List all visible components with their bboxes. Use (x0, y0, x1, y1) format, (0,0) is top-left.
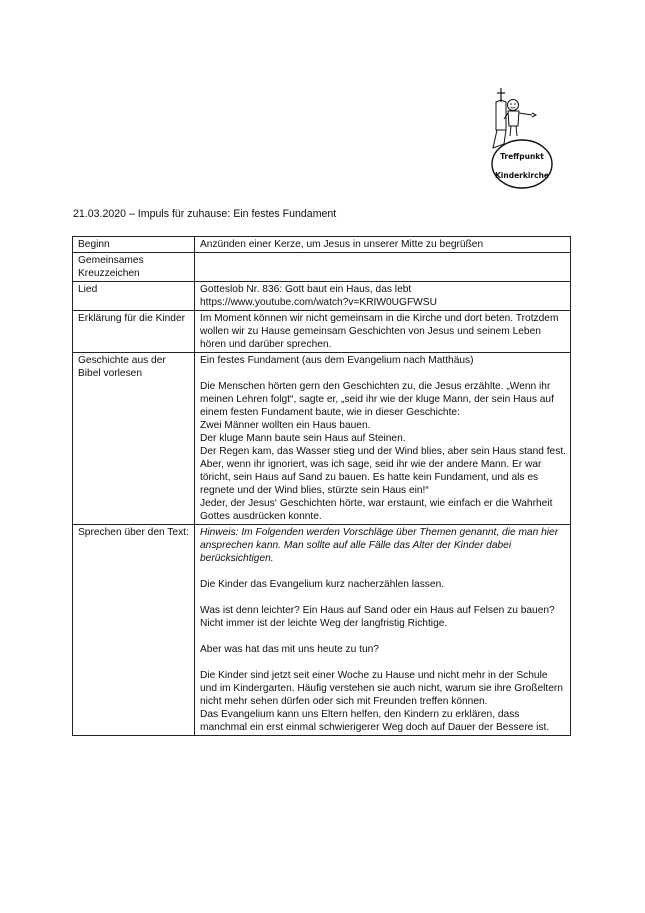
document-title: 21.03.2020 – Impuls für zuhause: Ein festes Fundament (73, 208, 337, 220)
table-row (73, 253, 571, 282)
table-row (73, 525, 571, 736)
row-label: Erklärung für die Kinder (73, 311, 195, 353)
paragraph: Die Menschen hörten gern den Geschichten zu, die Jesus erzählte. „Wenn ihr meinen Lehren folgt“, sagte er, „seid ihr wie der kluge Mann, der sein Haus auf einem festen Fundament baute, wie in dieser Geschichte: Zwei Männer wollten ein Haus bauen. Der kluge Mann baute sein Haus auf Steinen. Der Regen kam, das Wasser stieg und der Wind blies, aber sein Haus stand fest. Aber, wenn ihr ignoriert, was ich sage, seid ihr wie der andere Mann. Er war töricht, sein Haus auf Sand zu bauen. Es hatte kein Fundament, und als es regnete und der Wind blies, stürzte sein Haus ein!“ Jeder, der Jesus‘ Geschichten hörte, war erstaunt, wie einfach er die Wahrheit Gottes ausdrücken konnte. (200, 381, 566, 522)
treffpunkt-kinderkirche-logo (488, 86, 558, 196)
row-label: Geschichte aus der Bibel vorlesen (73, 353, 195, 525)
table-row (73, 353, 571, 525)
paragraph: Ein festes Fundament (aus dem Evangelium nach Matthäus) (200, 355, 474, 366)
row-content (195, 353, 571, 525)
hint-note: Hinweis: Im Folgenden werden Vorschläge über Themen genannt, die man hier ansprechen kann. Man sollte auf alle Fälle das Alter der Kinder dabei berücksichtigen. (200, 527, 559, 564)
row-label: Gemeinsames Kreuzzeichen (73, 253, 195, 282)
schedule-table (72, 236, 571, 736)
logo-text-line2: Kinderkirche (494, 171, 550, 180)
logo-text-line1: Treffpunkt (500, 152, 544, 161)
paragraph: Anzünden einer Kerze, um Jesus in unserer Mitte zu begrüßen (200, 239, 484, 250)
paragraph: Im Moment können wir nicht gemeinsam in die Kirche und dort beten. Trotzdem wollen wir zu Hause gemeinsam Geschichten von Jesus und seinem Leben hören und darüber sprechen. (200, 313, 559, 350)
row-label: Beginn (73, 237, 195, 253)
paragraph: Gotteslob Nr. 836: Gott baut ein Haus, das lebt https://www.youtube.com/watch?v=KRIW0UGFWSU (200, 284, 437, 308)
row-content (195, 525, 571, 736)
paragraph: Aber was hat das mit uns heute zu tun? (200, 644, 379, 655)
paragraph-gap (200, 591, 566, 604)
row-content (195, 282, 571, 311)
paragraph-gap (200, 630, 566, 643)
row-content (195, 311, 571, 353)
paragraph: Die Kinder das Evangelium kurz nacherzählen lassen. (200, 579, 445, 590)
schedule-table-body (73, 237, 571, 736)
row-content (195, 237, 571, 253)
row-content (195, 253, 571, 282)
row-label: Lied (73, 282, 195, 311)
table-row (73, 311, 571, 353)
paragraph-gap (200, 565, 566, 578)
row-label: Sprechen über den Text: (73, 525, 195, 736)
paragraph: Was ist denn leichter? Ein Haus auf Sand oder ein Haus auf Felsen zu bauen? Nicht immer ist der leichte Weg der langfristig Richtige. (200, 605, 555, 629)
table-row (73, 237, 571, 253)
paragraph (200, 254, 566, 267)
table-row (73, 282, 571, 311)
paragraph: Die Kinder sind jetzt seit einer Woche zu Hause und nicht mehr in der Schule und im Kindergarten. Häufig verstehen sie auch nicht, warum sie ihre Großeltern nicht mehr sehen dürfen oder sich mit Freunden treffen können. Das Evangelium kann uns Eltern helfen, den Kindern zu erklären, dass manchmal ein erst einmal schwierigerer Weg doch auf Dauer der Bessere ist. (200, 670, 563, 733)
logo-drawing (488, 86, 558, 196)
paragraph-gap (200, 367, 566, 380)
paragraph-gap (200, 656, 566, 669)
